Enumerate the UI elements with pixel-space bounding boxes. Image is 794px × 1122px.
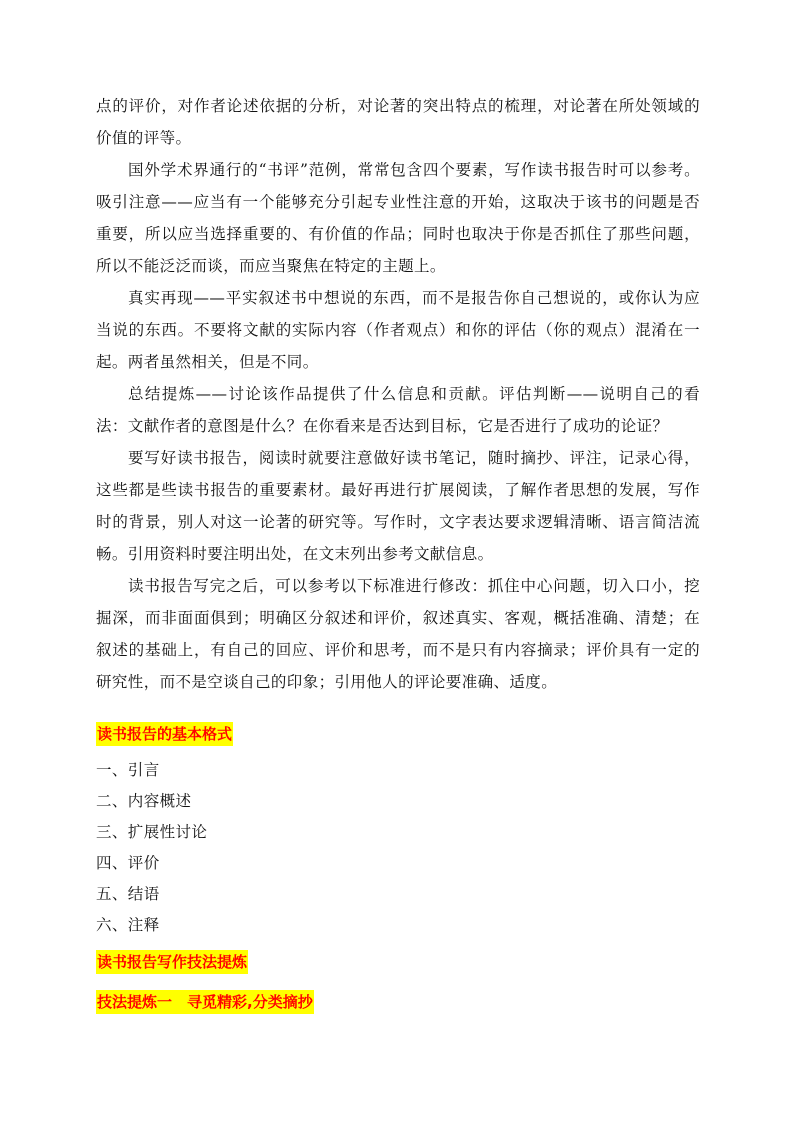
paragraph-continued: 点的评价，对作者论述依据的分析，对论著的突出特点的梳理，对论著在所处领域的价值的评等。	[96, 97, 700, 147]
format-heading-text: 读书报告的基本格式	[96, 722, 233, 746]
technique-heading	[96, 950, 248, 974]
list-item: 一、引言	[96, 761, 160, 779]
paragraph-book-review-elements: 国外学术界通行的“书评”范例，常常包含四个要素，写作读书报告时可以参考。吸引注意——应当有一个能够充分引起专业性注意的开始，这取决于该书的问题是否重要，所以应当选择重要的、有价值的作品；同时也取决于你是否抓住了那些问题，所以不能泛泛而谈，而应当聚焦在特定的主题上。	[96, 161, 700, 275]
list-item: 四、评价	[96, 854, 160, 872]
list-item: 五、结语	[96, 885, 160, 903]
paragraph-summary-evaluation: 总结提炼——讨论该作品提供了什么信息和贡献。评估判断——说明自己的看法：文献作者的意图是什么？在你看来是否达到目标，它是否进行了成功的论证？	[96, 385, 700, 435]
list-item: 三、扩展性讨论	[96, 823, 208, 841]
body-text	[96, 90, 700, 698]
format-heading	[96, 722, 233, 746]
technique-one-heading	[96, 990, 314, 1014]
format-list	[96, 755, 207, 941]
technique-heading-text: 读书报告写作技法提炼	[96, 950, 248, 974]
technique-one-heading-text: 技法提炼一 寻觅精彩,分类摘抄	[96, 990, 314, 1014]
paragraph-revision-standards: 读书报告写完之后，可以参考以下标准进行修改：抓住中心问题，切入口小，挖掘深，而非面面俱到；明确区分叙述和评价，叙述真实、客观，概括准确、清楚；在叙述的基础上，有自己的回应、评价和思考，而不是只有内容摘录；评价具有一定的研究性，而不是空谈自己的印象；引用他人的评论要准确、适度。	[96, 577, 700, 691]
paragraph-reading-notes: 要写好读书报告，阅读时就要注意做好读书笔记，随时摘抄、评注，记录心得，这些都是些读书报告的重要素材。最好再进行扩展阅读，了解作者思想的发展，写作时的背景，别人对这一论著的研究等。写作时，文字表达要求逻辑清晰、语言简洁流畅。引用资料时要注明出处，在文末列出参考文献信息。	[96, 449, 700, 563]
paragraph-true-representation: 真实再现——平实叙述书中想说的东西，而不是报告你自己想说的，或你认为应当说的东西。不要将文献的实际内容（作者观点）和你的评估（你的观点）混淆在一起。两者虽然相关，但是不同。	[96, 289, 700, 371]
list-item: 二、内容概述	[96, 792, 192, 810]
list-item: 六、注释	[96, 916, 160, 934]
